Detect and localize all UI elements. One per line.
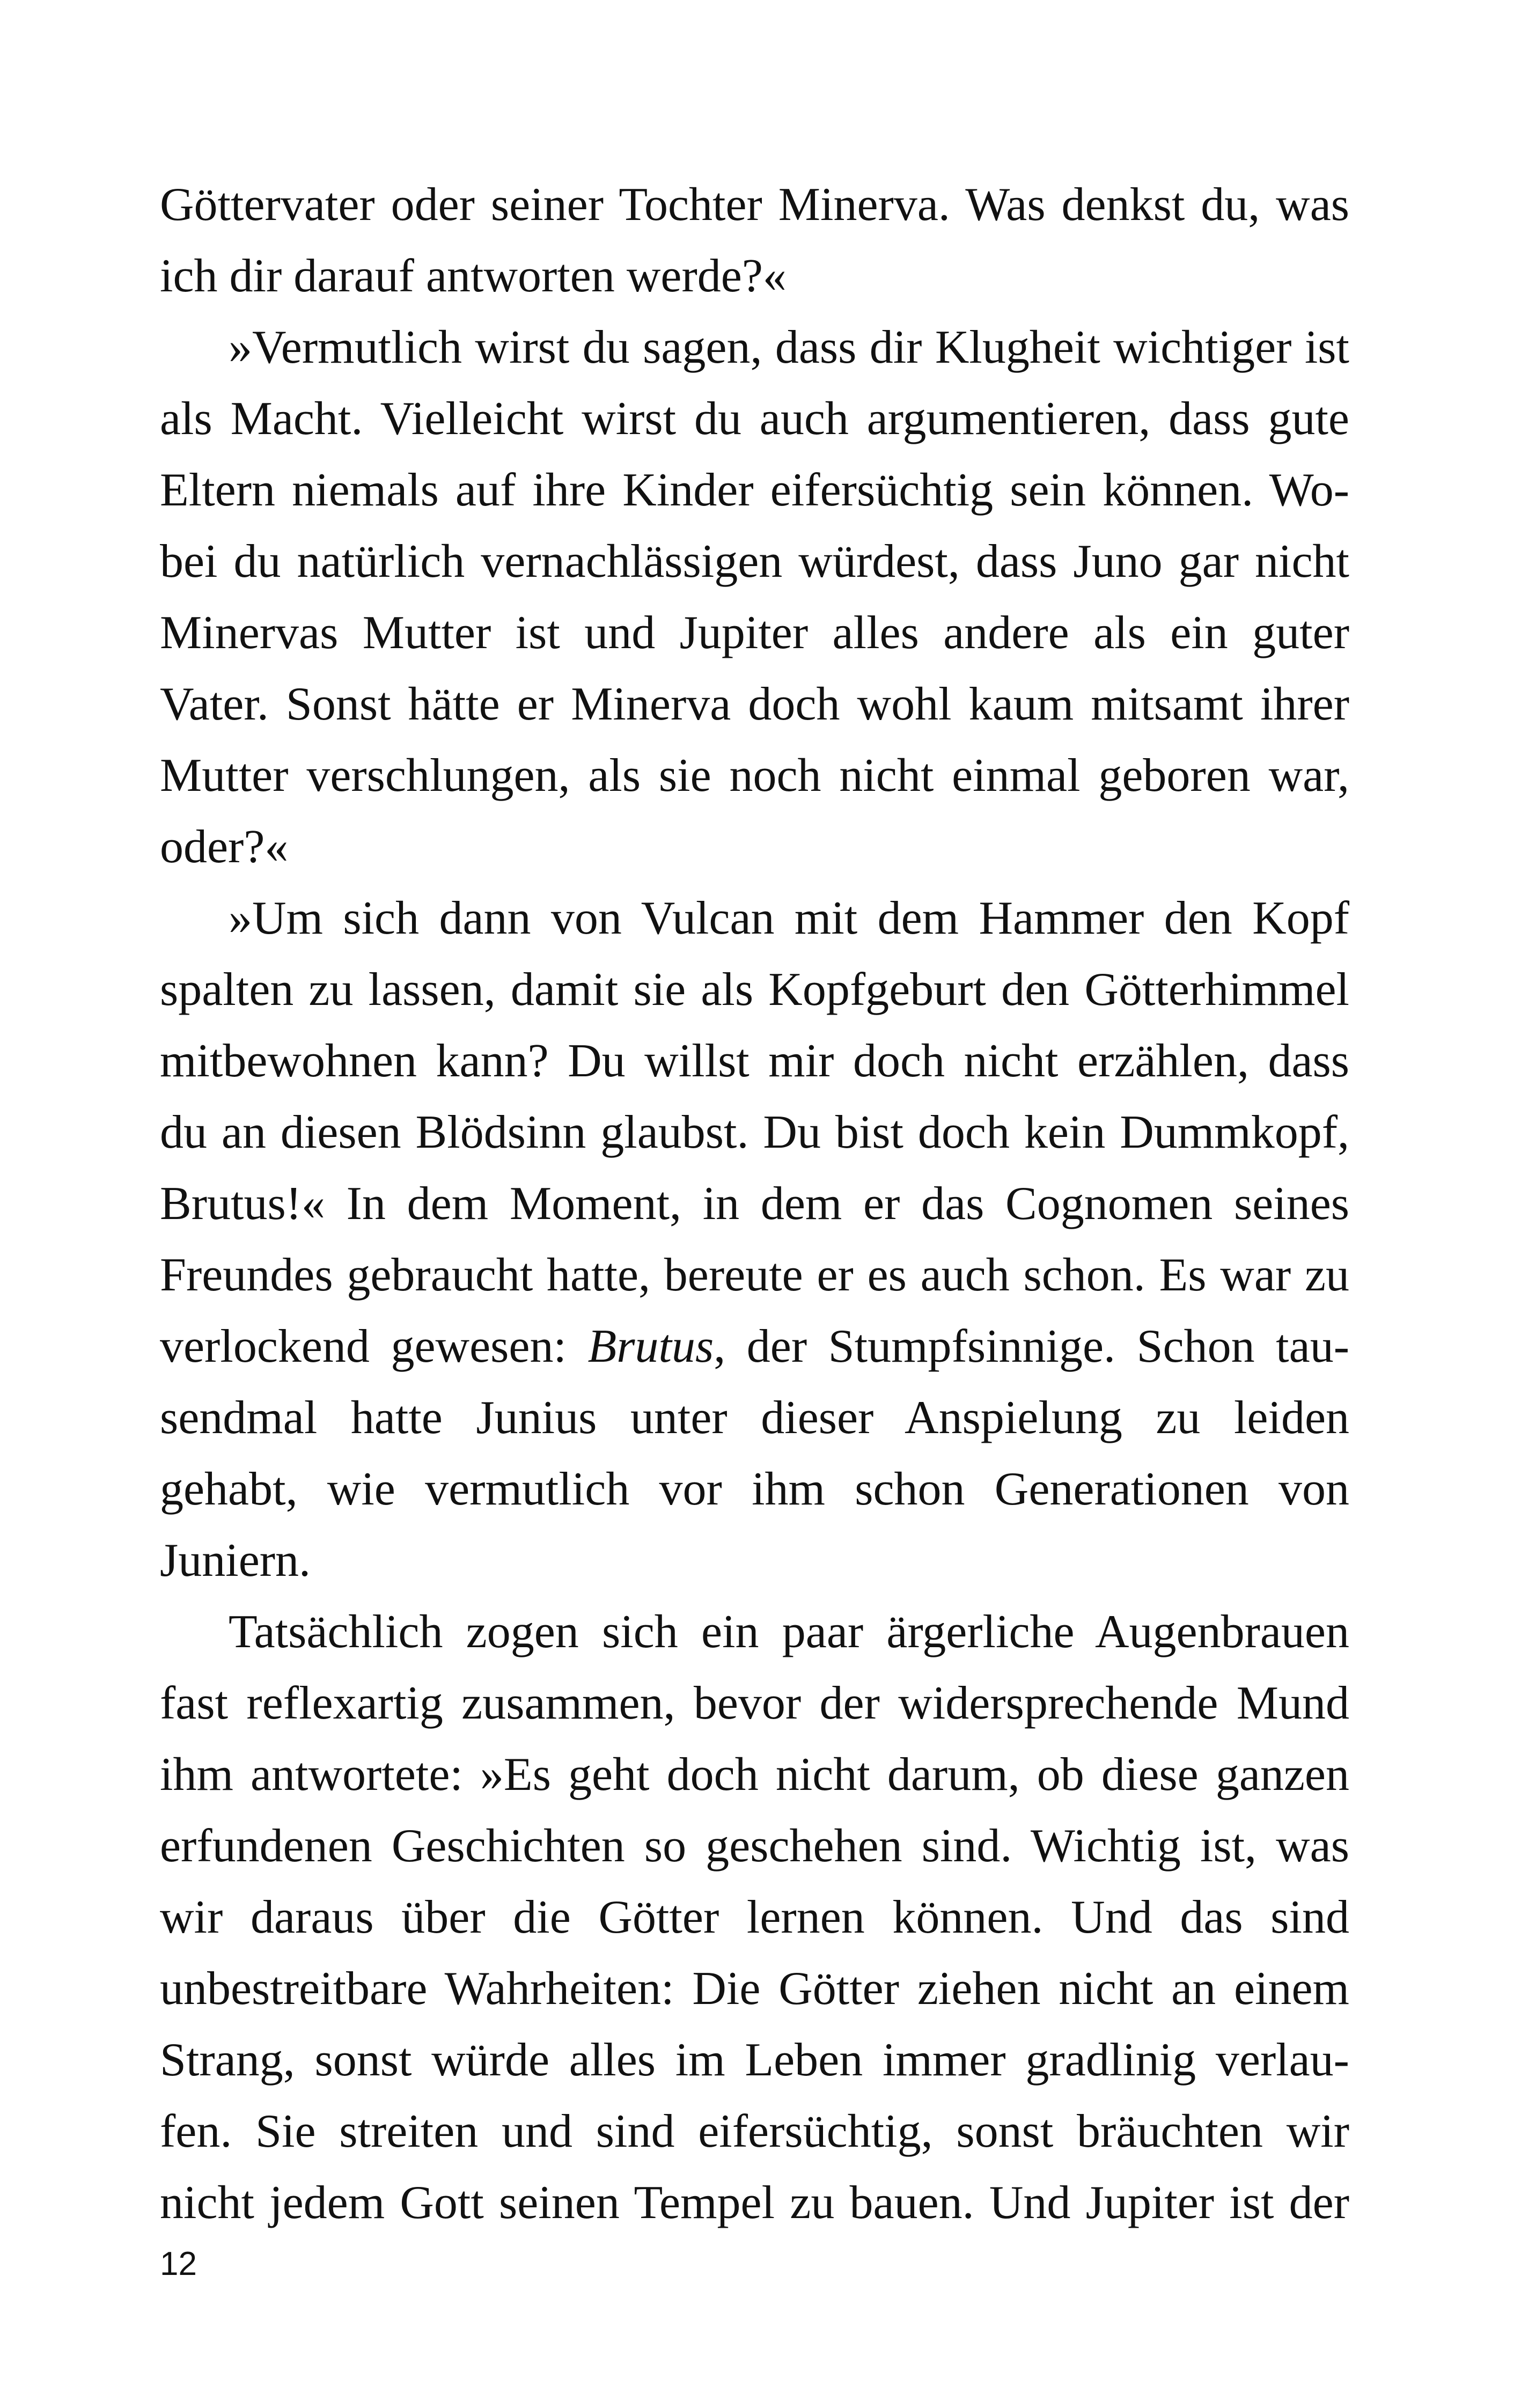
italic-name-brutus: Brutus (587, 1320, 714, 1372)
paragraph-3 (160, 883, 1349, 1596)
text-segment: , der Stumpfsinnige. Schon tau- (714, 1320, 1349, 1372)
text-line: unbestreitbare Wahrheiten: Die Götter ziehen nicht an einem (160, 1963, 1349, 2015)
paragraph-4 (160, 1596, 1349, 2238)
text-line: ihm antwortete: »Es geht doch nicht darum, ob diese ganzen (160, 1749, 1349, 1801)
text-line: fast reflexartig zusammen, bevor der widersprechende Mund (160, 1677, 1349, 1729)
text-line: Freundes gebraucht hatte, bereute er es auch schon. Es war zu (160, 1249, 1349, 1301)
text-line: sendmal hatte Junius unter dieser Anspielung zu leiden (160, 1392, 1349, 1444)
text-line: Brutus!« In dem Moment, in dem er das Cognomen seines (160, 1178, 1349, 1230)
text-line: oder?« (160, 821, 289, 873)
paragraph-2 (160, 312, 1349, 883)
text-line: du an diesen Blödsinn glaubst. Du bist doch kein Dummkopf, (160, 1106, 1349, 1158)
text-line: Juniern. (160, 1535, 311, 1587)
text-line: bei du natürlich vernachlässigen würdest, dass Juno gar nicht (160, 535, 1349, 588)
text-line: »Um sich dann von Vulcan mit dem Hammer den Kopf (229, 892, 1349, 944)
text-line-with-italic (160, 1311, 1349, 1382)
text-line: fen. Sie streiten und sind eifersüchtig, sonst bräuchten wir (160, 2105, 1349, 2157)
paragraph-1 (160, 169, 1349, 312)
text-line: nicht jedem Gott seinen Tempel zu bauen. Und Jupiter ist der (160, 2177, 1349, 2229)
text-line: als Macht. Vielleicht wirst du auch argumentieren, dass gute (160, 393, 1349, 445)
text-segment: verlockend gewesen: (160, 1320, 588, 1372)
text-line: Göttervater oder seiner Tochter Minerva. Was denkst du, was (160, 179, 1349, 231)
text-line: Eltern niemals auf ihre Kinder eifersüchtig sein können. Wo- (160, 464, 1349, 516)
text-line: »Vermutlich wirst du sagen, dass dir Klugheit wichtiger ist (229, 321, 1349, 373)
text-line: Strang, sonst würde alles im Leben immer gradlinig verlau- (160, 2034, 1349, 2086)
text-line: Mutter verschlungen, als sie noch nicht einmal geboren war, (160, 750, 1349, 802)
text-line: wir daraus über die Götter lernen können. Und das sind (160, 1891, 1349, 1943)
text-line: mitbewohnen kann? Du willst mir doch nicht erzählen, dass (160, 1035, 1349, 1087)
page-number: 12 (160, 2245, 197, 2282)
text-line: Vater. Sonst hätte er Minerva doch wohl kaum mitsamt ihrer (160, 678, 1349, 730)
text-line: Minervas Mutter ist und Jupiter alles andere als ein guter (160, 607, 1349, 659)
text-line: spalten zu lassen, damit sie als Kopfgeburt den Götterhimmel (160, 964, 1349, 1016)
text-line: erfundenen Geschichten so geschehen sind. Wichtig ist, was (160, 1820, 1349, 1872)
text-line: gehabt, wie vermutlich vor ihm schon Generationen von (160, 1463, 1349, 1515)
body-text (160, 169, 1349, 2238)
text-line: ich dir darauf antworten werde?« (160, 250, 787, 302)
text-line: Tatsächlich zogen sich ein paar ärgerliche Augenbrauen (229, 1606, 1349, 1658)
